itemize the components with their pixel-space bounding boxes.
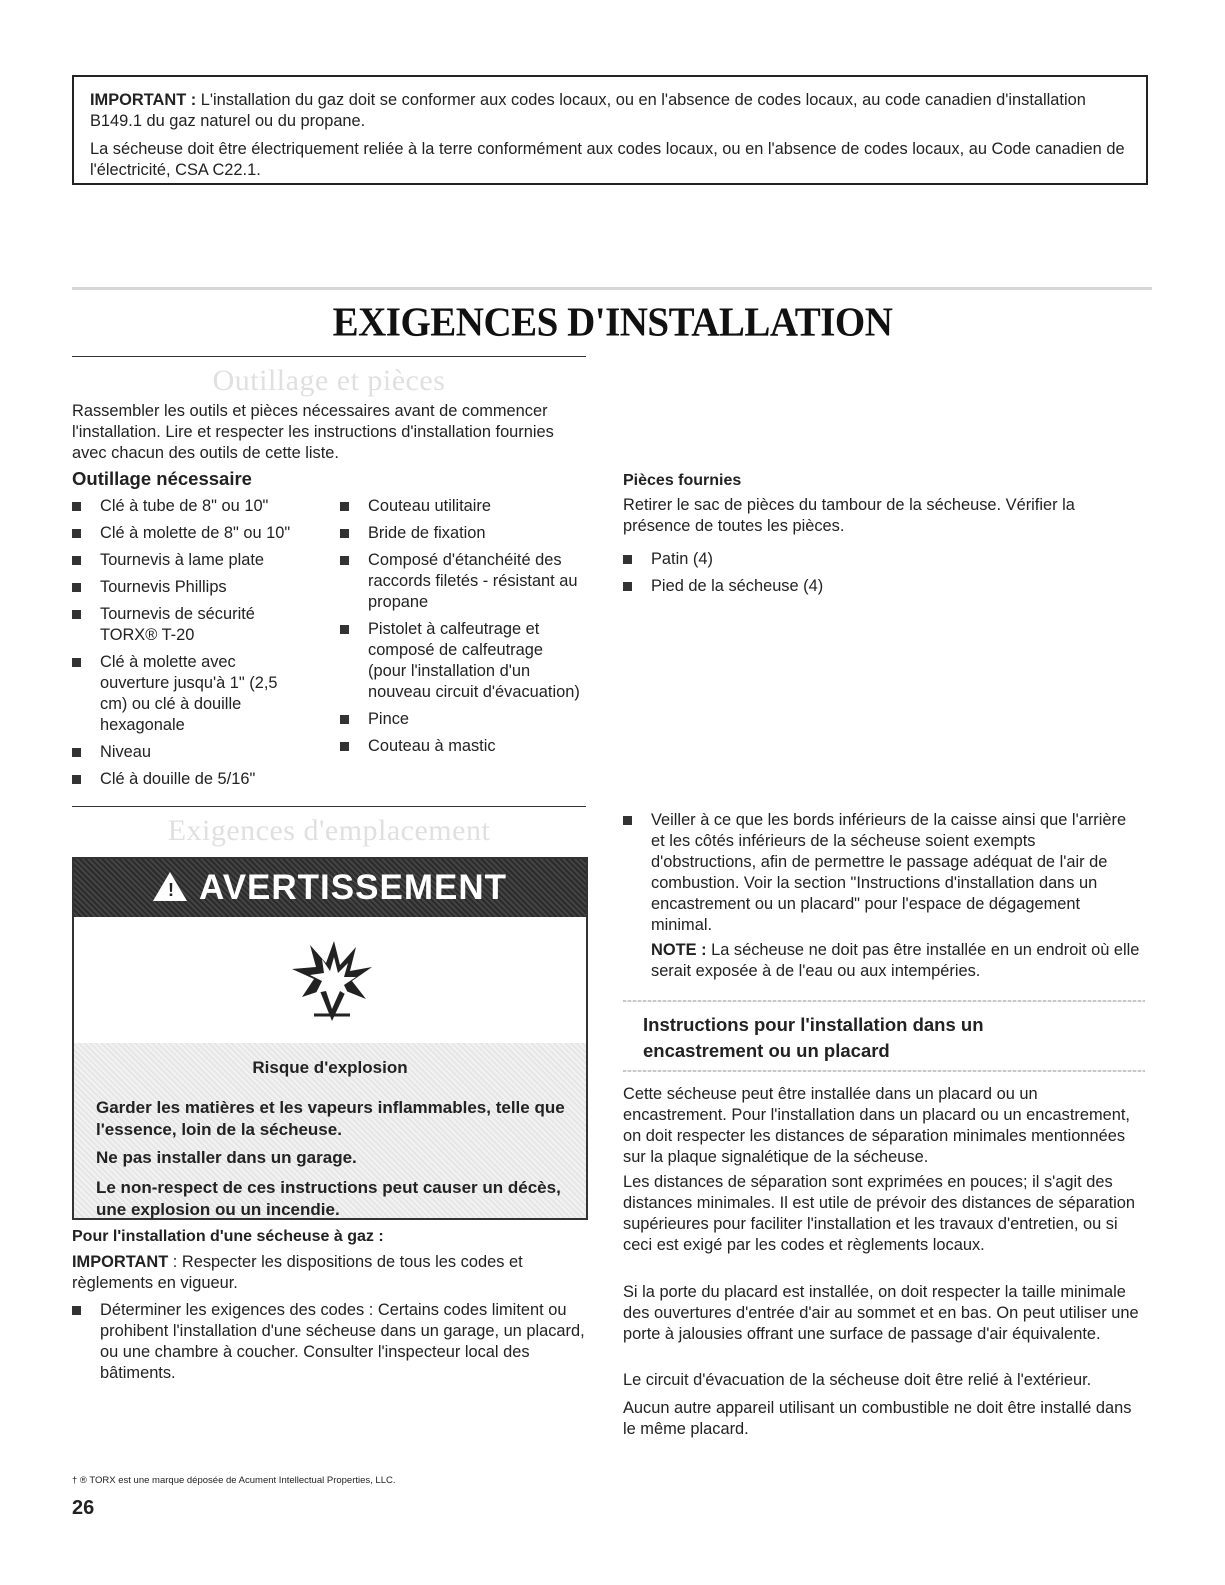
list-item: Tournevis à lame plate [72, 550, 324, 571]
instr-heading-line-1: Instructions pour l'installation dans un [643, 1014, 984, 1035]
list-item: Clé à molette de 8" ou 10" [72, 523, 324, 544]
list-item: Pied de la sécheuse (4) [623, 576, 1023, 597]
bullet-icon [340, 715, 349, 724]
clearance-list [623, 810, 1143, 942]
gas-dryer-heading: Pour l'installation d'une sécheuse à gaz : [72, 1228, 384, 1245]
bullet-icon [340, 742, 349, 751]
instr-top-rule [623, 1000, 1145, 1002]
important-paragraph-2: La sécheuse doit être électriquement reliée à la terre conformément aux codes locaux, ou en l'absence de codes locaux, au Code canadien de l'électricité, CSA C22.1. [90, 140, 1125, 179]
list-item: Niveau [72, 742, 324, 763]
page-title: EXIGENCES D'INSTALLATION [332, 299, 893, 346]
bullet-icon [72, 610, 81, 619]
important-notice-box [72, 75, 1148, 185]
warning-line-2: Ne pas installer dans un garage. [96, 1148, 357, 1167]
list-item: Patin (4) [623, 549, 1023, 570]
section-rule-tools [72, 356, 586, 357]
tools-section-heading: Outillage et pièces [212, 364, 446, 397]
tools-list-col1 [72, 496, 324, 796]
bullet-icon [72, 529, 81, 538]
tools-intro: Rassembler les outils et pièces nécessaires avant de commencer l'installation. Lire et respecter les instructions d'installation fournies avec chacun des outils de cette liste. [72, 402, 554, 462]
footnote: † ® TORX est une marque déposée de Acument Intellectual Properties, LLC. [72, 1475, 396, 1486]
warning-body [74, 1043, 586, 1218]
bullet-icon [72, 1306, 81, 1315]
list-item: Tournevis de sécurité TORX® T-20 [72, 604, 280, 646]
warning-header [74, 859, 586, 917]
instr-paragraph-1: Cette sécheuse peut être installée dans un placard ou un encastrement. Pour l'installation dans un placard ou un encastrement, on doit respecter les distances de séparation minimales mentionnées sur la plaque signalétique de la sécheuse. [623, 1085, 1130, 1166]
bullet-icon [623, 555, 632, 564]
bullet-icon [340, 556, 349, 565]
list-item: Tournevis Phillips [72, 577, 324, 598]
warning-triangle-icon: ! [153, 872, 187, 901]
list-item: Clé à molette avec ouverture jusqu'à 1" (2,5 cm) ou clé à douille hexagonale [72, 652, 290, 736]
note-text: La sécheuse ne doit pas être installée en un endroit où elle serait exposée à de l'eau ou aux intempéries. [651, 941, 1140, 980]
warning-line-1: Garder les matières et les vapeurs inflammables, telle que l'essence, loin de la sécheuse. [96, 1098, 565, 1139]
gas-dryer-important-text: : Respecter les dispositions de tous les codes et règlements en vigueur. [72, 1253, 523, 1292]
section-rule-location [72, 806, 586, 807]
tools-subheading: Outillage nécessaire [72, 468, 252, 489]
list-item: Déterminer les exigences des codes : Certains codes limitent ou prohibent l'installation d'une sécheuse dans un garage, un placard, ou une chambre à coucher. Consulter l'inspecteur local des bâtiments. [72, 1300, 592, 1384]
page-number: 26 [72, 1497, 95, 1519]
list-item: Couteau utilitaire [340, 496, 590, 517]
list-item: Bride de fixation [340, 523, 590, 544]
explosion-icon-area [74, 917, 586, 1045]
list-item: Pistolet à calfeutrage et composé de calfeutrage (pour l'installation d'un nouveau circuit d'évacuation) [340, 619, 583, 703]
gas-dryer-important-label: IMPORTANT [72, 1253, 169, 1271]
list-item: Clé à douille de 5/16" [72, 769, 324, 790]
instr-paragraph-4: Le circuit d'évacuation de la sécheuse doit être relié à l'extérieur. [623, 1371, 1092, 1389]
bullet-icon [72, 502, 81, 511]
bullet-icon [72, 775, 81, 784]
warning-title: AVERTISSEMENT [199, 868, 507, 907]
important-text-1: L'installation du gaz doit se conformer aux codes locaux, ou en l'absence de codes locaux, au code canadien d'installation B149.1 du gaz naturel ou du propane. [90, 91, 1086, 130]
note-label: NOTE : [651, 941, 707, 959]
bullet-icon [340, 529, 349, 538]
instr-paragraph-3: Si la porte du placard est installée, on doit respecter la taille minimale des ouvertures d'entrée d'air au sommet et en bas. On peut utiliser une porte à jalousies offrant une surface de passage d'air équivalente. [623, 1283, 1139, 1343]
location-section-heading: Exigences d'emplacement [167, 814, 491, 847]
parts-intro: Retirer le sac de pièces du tambour de la sécheuse. Vérifier la présence de toutes les pièces. [623, 496, 1075, 535]
instr-heading-line-2: encastrement ou un placard [643, 1040, 890, 1061]
list-item: Pince [340, 709, 590, 730]
parts-heading: Pièces fournies [623, 472, 742, 489]
instr-bottom-rule [623, 1070, 1145, 1072]
list-item: Couteau à mastic [340, 736, 590, 757]
gas-dryer-list [72, 1300, 592, 1390]
bullet-icon [72, 748, 81, 757]
list-item: Veiller à ce que les bords inférieurs de la caisse ainsi que l'arrière et les côtés inférieurs de la sécheuse soient exempts d'obstructions, afin de permettre le passage adéquat de l'air de combustion. Voir la section "Instructions d'installation dans un encastrement ou un placard" pour l'espace de dégagement minimal. [623, 810, 1143, 936]
bullet-icon [623, 582, 632, 591]
bullet-icon [340, 502, 349, 511]
important-label: IMPORTANT : [90, 91, 197, 109]
bullet-icon [72, 583, 81, 592]
bullet-icon [72, 556, 81, 565]
parts-list [623, 549, 1023, 603]
bullet-icon [72, 658, 81, 667]
gas-dryer-important [72, 1252, 572, 1294]
instr-paragraph-5: Aucun autre appareil utilisant un combustible ne doit être installé dans le même placard. [623, 1399, 1132, 1438]
important-paragraph-1 [90, 90, 1130, 132]
list-item: Composé d'étanchéité des raccords filetés - résistant au propane [340, 550, 590, 613]
bullet-icon [623, 816, 632, 825]
tools-list-col2 [340, 496, 590, 763]
warning-box [72, 857, 588, 1220]
list-item: Clé à tube de 8" ou 10" [72, 496, 324, 517]
explosion-icon [290, 941, 374, 1021]
bullet-icon [340, 625, 349, 634]
instr-paragraph-2: Les distances de séparation sont exprimées en pouces; il s'agit des distances minimales. Il est utile de prévoir des distances de séparation supérieures pour faciliter l'installation et les travaux d'entretien, ou si ceci est exigé par les codes et règlements locaux. [623, 1173, 1136, 1254]
title-top-rule [72, 287, 1152, 290]
warning-risk: Risque d'explosion [252, 1058, 408, 1077]
note-paragraph [651, 940, 1141, 982]
warning-line-3: Le non-respect de ces instructions peut causer un décès, une explosion ou un incendie. [96, 1178, 561, 1219]
